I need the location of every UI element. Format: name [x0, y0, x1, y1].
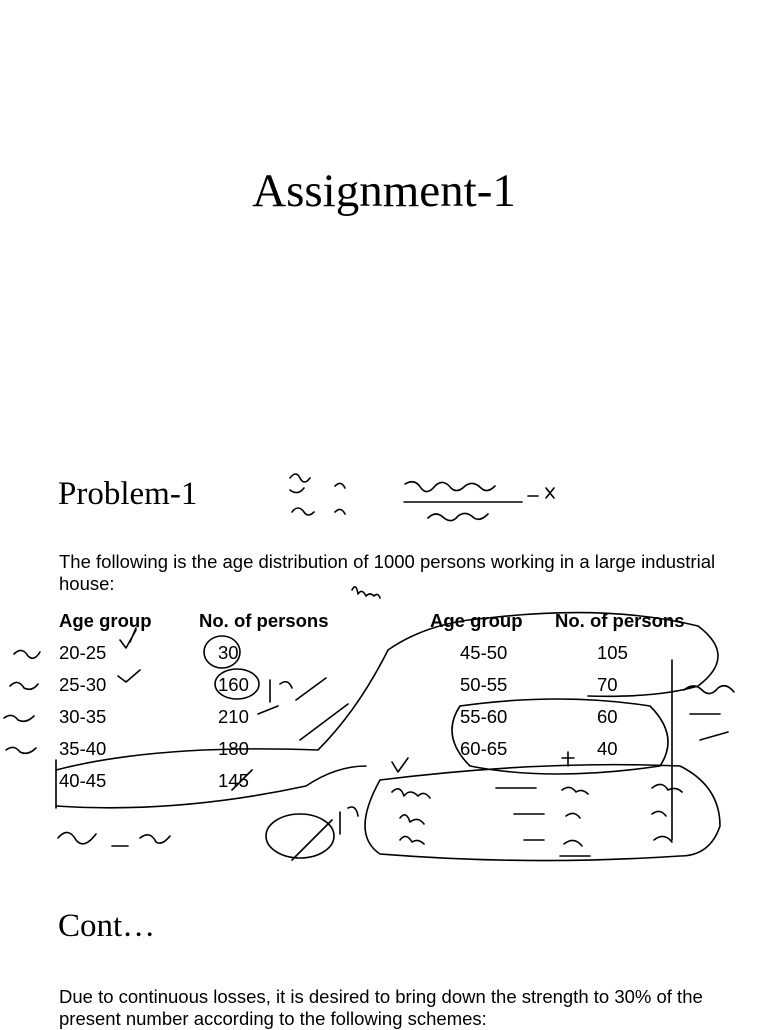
persons-column-left	[199, 605, 329, 797]
problem-description: The following is the age distribution of 1000 persons working in a large industrial house:	[59, 551, 716, 594]
count-cell: 210	[218, 706, 249, 727]
persons-header: No. of persons	[555, 610, 685, 631]
age-cell: 30-35	[59, 706, 107, 727]
age-cell: 55-60	[460, 706, 508, 727]
count-cell: 145	[218, 770, 249, 791]
age-cell: 50-55	[460, 674, 508, 695]
count-cell: 180	[218, 738, 249, 759]
age-cell: 35-40	[59, 738, 107, 759]
persons-column-right	[555, 605, 685, 765]
continuation-description: Due to continuous losses, it is desired to bring down the strength to 30% of the present number according to the following schemes:	[59, 986, 703, 1029]
continuation-heading: Cont…	[58, 908, 156, 944]
right-scribble	[684, 686, 734, 740]
age-group-header: Age group	[59, 610, 152, 631]
bottom-left-scribble	[58, 832, 170, 846]
slide-title: Assignment-1	[252, 165, 516, 217]
calc-scribble	[392, 784, 682, 856]
age-group-column-left	[59, 605, 152, 797]
formula-scribble	[290, 474, 554, 521]
age-cell: 45-50	[460, 642, 508, 663]
count-cell: 70	[597, 674, 618, 695]
age-cell: 25-30	[59, 674, 107, 695]
age-group-header: Age group	[430, 610, 523, 631]
age-group-column-right	[430, 605, 523, 765]
calc-loop	[365, 765, 720, 861]
age-cell: 40-45	[59, 770, 107, 791]
age-cell: 20-25	[59, 642, 107, 663]
count-cell: 40	[597, 738, 618, 759]
count-cell: 105	[597, 642, 628, 663]
margin-scribble	[4, 650, 40, 753]
count-cell: 160	[218, 674, 249, 695]
count-cell: 60	[597, 706, 618, 727]
persons-header: No. of persons	[199, 610, 329, 631]
count-cell: 30	[218, 642, 239, 663]
problem-heading: Problem-1	[58, 476, 198, 512]
age-cell: 60-65	[460, 738, 508, 759]
circle-4658	[266, 814, 334, 858]
